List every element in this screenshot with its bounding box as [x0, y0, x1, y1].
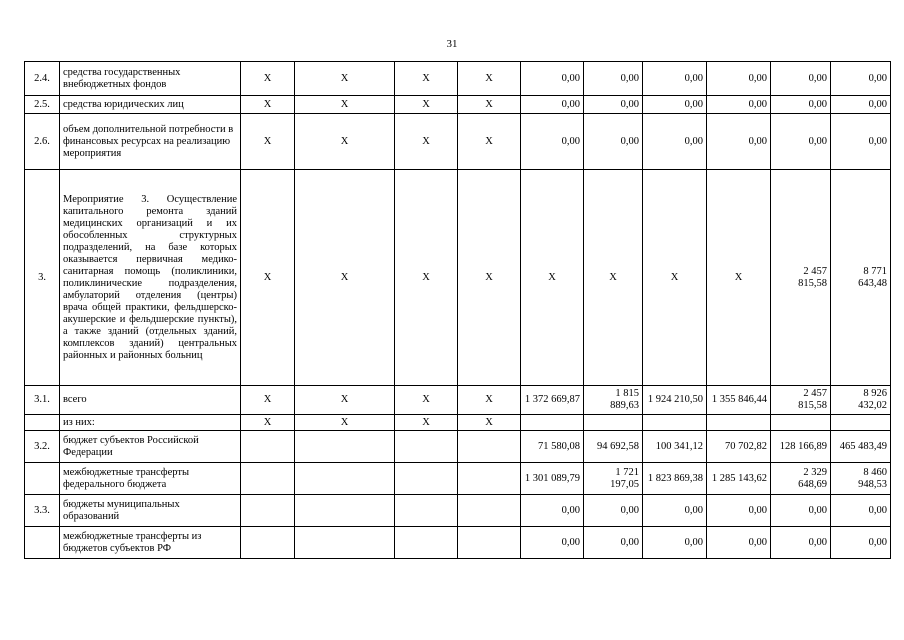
row-number: 3.: [25, 170, 60, 386]
x-cell: X: [241, 170, 295, 386]
x-cell: X: [458, 62, 521, 96]
row-number: [25, 527, 60, 559]
x-cell: X: [458, 415, 521, 431]
value-cell: 0,00: [831, 114, 891, 170]
value-cell: X: [584, 170, 643, 386]
value-cell: 2 457 815,58: [771, 386, 831, 415]
value-cell: 128 166,89: [771, 431, 831, 463]
x-cell: X: [241, 415, 295, 431]
x-cell: X: [295, 170, 395, 386]
table-row: [25, 386, 891, 415]
value-cell: 2 457 815,58: [771, 170, 831, 386]
x-cell: X: [241, 386, 295, 415]
value-cell: X: [643, 170, 707, 386]
x-cell: [295, 495, 395, 527]
value-cell: 8 460 948,53: [831, 463, 891, 495]
x-cell: X: [458, 96, 521, 114]
value-cell: 0,00: [771, 495, 831, 527]
value-cell: 70 702,82: [707, 431, 771, 463]
value-cell: [771, 415, 831, 431]
row-number: 3.2.: [25, 431, 60, 463]
x-cell: [395, 495, 458, 527]
row-name: всего: [60, 386, 241, 415]
x-cell: X: [458, 170, 521, 386]
value-cell: [831, 415, 891, 431]
value-cell: 0,00: [643, 62, 707, 96]
x-cell: [458, 463, 521, 495]
table-row: [25, 170, 891, 386]
value-cell: 0,00: [521, 62, 584, 96]
x-cell: X: [241, 96, 295, 114]
value-cell: 1 924 210,50: [643, 386, 707, 415]
x-cell: X: [241, 62, 295, 96]
value-cell: 0,00: [521, 527, 584, 559]
x-cell: X: [395, 96, 458, 114]
row-name: бюджеты муниципальных образований: [60, 495, 241, 527]
x-cell: [241, 495, 295, 527]
value-cell: 8 926 432,02: [831, 386, 891, 415]
x-cell: X: [458, 114, 521, 170]
x-cell: [241, 431, 295, 463]
table-row: [25, 96, 891, 114]
x-cell: X: [395, 114, 458, 170]
value-cell: 0,00: [831, 96, 891, 114]
value-cell: 0,00: [584, 114, 643, 170]
row-name: бюджет субъектов Российской Федерации: [60, 431, 241, 463]
row-number: 2.4.: [25, 62, 60, 96]
x-cell: X: [295, 415, 395, 431]
x-cell: X: [295, 114, 395, 170]
value-cell: 0,00: [831, 495, 891, 527]
x-cell: X: [241, 114, 295, 170]
x-cell: [395, 463, 458, 495]
value-cell: 0,00: [707, 495, 771, 527]
value-cell: 1 823 869,38: [643, 463, 707, 495]
row-name: межбюджетные трансферты из бюджетов субъектов РФ: [60, 527, 241, 559]
value-cell: [521, 415, 584, 431]
value-cell: 0,00: [643, 114, 707, 170]
row-number: [25, 415, 60, 431]
value-cell: 0,00: [771, 527, 831, 559]
value-cell: 0,00: [831, 62, 891, 96]
value-cell: 0,00: [771, 114, 831, 170]
row-number: 3.3.: [25, 495, 60, 527]
row-number: [25, 463, 60, 495]
x-cell: [458, 527, 521, 559]
x-cell: X: [395, 415, 458, 431]
value-cell: X: [707, 170, 771, 386]
value-cell: 0,00: [584, 96, 643, 114]
value-cell: 0,00: [521, 96, 584, 114]
value-cell: 0,00: [584, 495, 643, 527]
value-cell: 0,00: [643, 495, 707, 527]
x-cell: [395, 431, 458, 463]
table-row: [25, 62, 891, 96]
row-name: средства государственных внебюджетных фондов: [60, 62, 241, 96]
value-cell: 465 483,49: [831, 431, 891, 463]
x-cell: X: [395, 170, 458, 386]
value-cell: 94 692,58: [584, 431, 643, 463]
x-cell: [295, 527, 395, 559]
value-cell: 0,00: [521, 495, 584, 527]
table-row: [25, 527, 891, 559]
value-cell: 1 372 669,87: [521, 386, 584, 415]
row-name: межбюджетные трансферты федерального бюджета: [60, 463, 241, 495]
value-cell: 0,00: [643, 96, 707, 114]
value-cell: 1 355 846,44: [707, 386, 771, 415]
value-cell: [584, 415, 643, 431]
x-cell: [458, 431, 521, 463]
x-cell: X: [395, 62, 458, 96]
row-number: 2.5.: [25, 96, 60, 114]
table-row: [25, 463, 891, 495]
value-cell: 0,00: [707, 96, 771, 114]
x-cell: X: [295, 96, 395, 114]
x-cell: [241, 527, 295, 559]
value-cell: 1 301 089,79: [521, 463, 584, 495]
x-cell: X: [458, 386, 521, 415]
value-cell: 8 771 643,48: [831, 170, 891, 386]
value-cell: 1 815 889,63: [584, 386, 643, 415]
table-row: [25, 114, 891, 170]
row-name: объем дополнительной потребности в финансовых ресурсах на реализацию мероприятия: [60, 114, 241, 170]
value-cell: 100 341,12: [643, 431, 707, 463]
value-cell: [643, 415, 707, 431]
value-cell: X: [521, 170, 584, 386]
value-cell: 0,00: [584, 62, 643, 96]
x-cell: [295, 431, 395, 463]
row-name: из них:: [60, 415, 241, 431]
x-cell: [395, 527, 458, 559]
value-cell: 1 721 197,05: [584, 463, 643, 495]
value-cell: 0,00: [707, 62, 771, 96]
value-cell: 0,00: [707, 114, 771, 170]
value-cell: 1 285 143,62: [707, 463, 771, 495]
value-cell: 0,00: [771, 62, 831, 96]
x-cell: X: [295, 62, 395, 96]
value-cell: 0,00: [707, 527, 771, 559]
value-cell: 2 329 648,69: [771, 463, 831, 495]
row-number: 3.1.: [25, 386, 60, 415]
row-name: средства юридических лиц: [60, 96, 241, 114]
value-cell: 0,00: [831, 527, 891, 559]
x-cell: [458, 495, 521, 527]
row-name: Мероприятие 3. Осуществление капитального ремонта зданий медицинских организаций и их обособленных структурных подразделений, на базе которых оказывается первичная медико-санитарная помощь (поликлиники, поликлинические подразделения, амбулаторий отделения (центры) врача общей практики, фельдшерско-акушерские и фельдшерские пункты), а также зданий (отдельных зданий, комплексов зданий) центральных районных и районных больниц: [60, 170, 241, 386]
value-cell: 0,00: [521, 114, 584, 170]
table-row: [25, 415, 891, 431]
row-number: 2.6.: [25, 114, 60, 170]
x-cell: [295, 463, 395, 495]
value-cell: 0,00: [771, 96, 831, 114]
budget-table: [24, 61, 891, 559]
value-cell: 0,00: [584, 527, 643, 559]
table-row: [25, 431, 891, 463]
value-cell: 71 580,08: [521, 431, 584, 463]
page-number: 31: [446, 38, 458, 50]
x-cell: X: [295, 386, 395, 415]
value-cell: [707, 415, 771, 431]
table-row: [25, 495, 891, 527]
x-cell: [241, 463, 295, 495]
value-cell: 0,00: [643, 527, 707, 559]
x-cell: X: [395, 386, 458, 415]
